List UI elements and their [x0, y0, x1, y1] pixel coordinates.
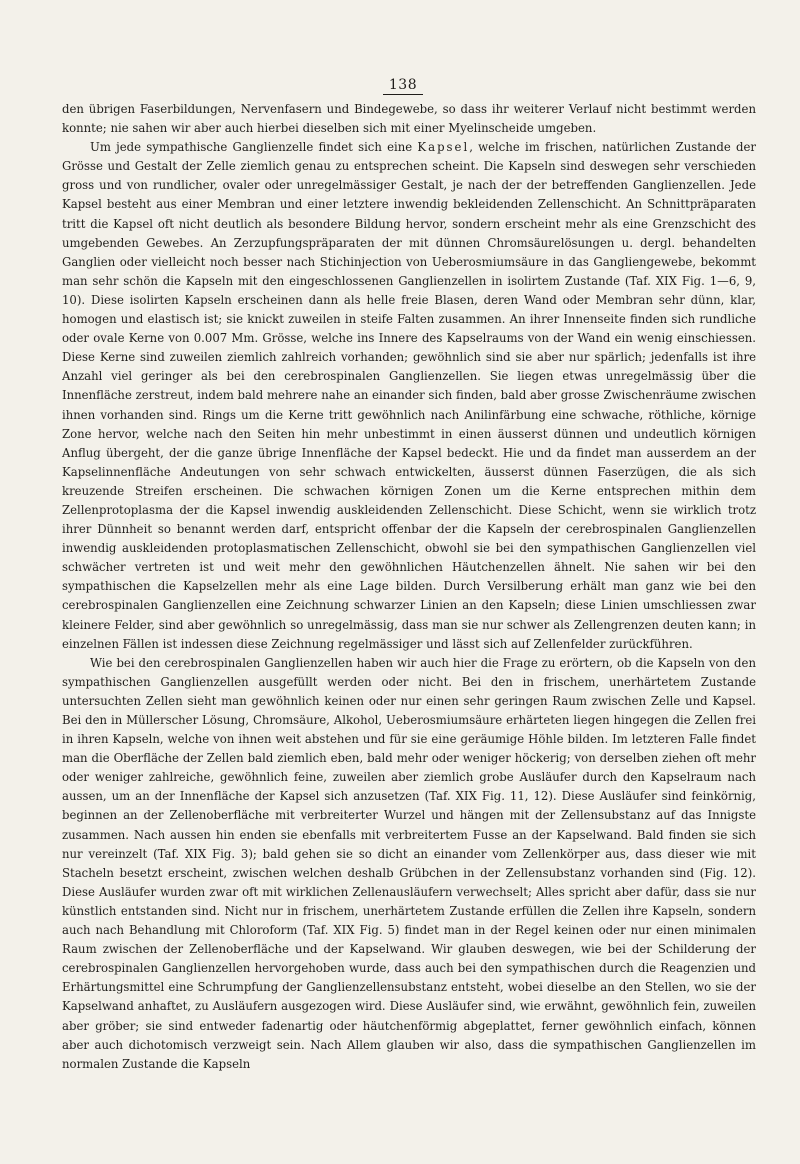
paragraph-2-start: Um jede sympathische Ganglienzelle findet sich eine — [90, 140, 418, 155]
page-number: 138 — [0, 77, 800, 95]
paragraph-3: Wie bei den cerebrospinalen Ganglienzellen haben wir auch hier die Frage zu erörtern, ob die Kapseln von den sympathischen Ganglienzellen ausgefüllt werden oder nicht. Bei den in frischem, unerhärtetem Zustande untersuchten Zellen sieht man gewöhnlich keinen oder nur einen sehr geringen Raum zwischen Zelle und Kapsel. Bei den in Müllerscher Lösung, Chromsäure, Alkohol, Ueberosmiumsäure erhärteten liegen hingegen die Zellen frei in ihren Kapseln, welche von ihnen weit abstehen und für sie eine geräumige Höhle bilden. Im letzteren Falle findet man die Oberfläche der Zellen bald ziemlich eben, bald mehr oder weniger höckerig; von derselben ziehen oft mehr oder weniger zahlreiche, gewöhnlich feine, zuweilen aber ziemlich grobe Ausläufer durch den Kapselraum nach aussen, um an der Innenfläche der Kapsel sich anzusetzen (Taf. XIX Fig. 11, 12). Diese Ausläufer sind feinkörnig, beginnen an der Zellenoberfläche mit verbreiterter Wurzel und hängen mit der Zellensubstanz auf das Innigste zusammen. Nach aussen hin enden sie ebenfalls mit verbreitertem Fusse an der Kapselwand. Bald finden sie sich nur vereinzelt (Taf. XIX Fig. 3); bald gehen sie so dicht an einander vom Zellenkörper aus, dass dieser wie mit Stacheln besetzt erscheint, zwischen welchen deshalb Grübchen in der Zellensubstanz vorhanden sind (Fig. 12). Diese Ausläufer wurden zwar oft mit wirklichen Zellenausläufern verwechselt; Alles spricht aber dafür, dass sie nur künstlich entstanden sind. Nicht nur in frischem, unerhärtetem Zustande erfüllen die Zellen ihre Kapseln, sondern auch nach Behandlung mit Chloroform (Taf. XIX Fig. 5) findet man in der Regel keinen oder nur einen minimalen Raum zwischen der Zellenoberfläche und der Kapselwand. Wir glauben deswegen, wie bei der Schilderung der cerebrospinalen Ganglienzellen hervorgehoben wurde, dass auch bei den sympathischen durch die Reagenzien und Erhärtungsmittel eine Schrumpfung der Ganglienzellensubstanz entsteht, wobei dieselbe an den Stellen, wo sie der Kapselwand anhaftet, zu Ausläufern ausgezogen wird. Diese Ausläufer sind, wie erwähnt, gewöhnlich fein, zuweilen aber gröber; sie sind entweder fadenartig oder häutchenförmig abgeplattet, ferner gewöhnlich einfach, können aber auch dichotomisch verzweigt sein. Nach Allem glauben wir also, dass die sympathischen Ganglienzellen im normalen Zustande die Kapseln — [62, 655, 756, 1071]
paragraph-1: den übrigen Faserbildungen, Nervenfasern und Bindegewebe, so dass ihr weiterer Verlauf nicht bestimmt werden konnte; nie sahen wir aber auch hierbei dieselben sich mit einer Myelinscheide umgeben. — [62, 102, 756, 136]
body-text — [62, 100, 756, 1074]
emphasis-kapsel: Kapsel — [417, 140, 470, 155]
paragraph-2 — [62, 138, 756, 654]
paragraph-2-rest: , welche im frischen, natürlichen Zustande der Grösse und Gestalt der Zelle ziemlich genau zu entsprechen scheint. Die Kapseln sind deswegen sehr verschieden gross und von rundlicher, ovaler oder unregelmässiger Gestalt, je nach der der betreffenden Ganglienzellen. Jede Kapsel besteht aus einer Membran und einer letztere inwendig bekleidenden Zellenschicht. An Schnittpräparaten tritt die Kapsel oft nicht deutlich als besondere Bildung hervor, sondern erscheint mehr als eine Grenzschicht des umgebenden Gewebes. An Zerzupfungspräparaten der mit dünnen Chromsäurelösungen u. dergl. behandelten Ganglien oder vielleicht noch besser nach Stichinjection von Ueberosmiumsäure in das Gangliengewebe, bekommt man sehr schön die Kapseln mit den eingeschlossenen Ganglienzellen in isolirtem Zustande (Taf. XIX Fig. 1—6, 9, 10). Diese isolirten Kapseln erscheinen dann als helle freie Blasen, deren Wand oder Membran sehr dünn, klar, homogen und elastisch ist; sie knickt zuweilen in steife Falten zusammen. An ihrer Innenseite finden sich rundliche oder ovale Kerne von 0.007 Mm. Grösse, welche ins Innere des Kapselraums von der Wand ein wenig einschiessen. Diese Kerne sind zuweilen ziemlich zahlreich vorhanden; gewöhnlich sind sie aber nur spärlich; jedenfalls ist ihre Anzahl viel geringer als bei den cerebrospinalen Ganglienzellen. Sie liegen etwas unregelmässig über die Innenfläche zerstreut, indem bald mehrere nahe an einander sich finden, bald aber grosse Zwischenräume zwischen ihnen vorhanden sind. Rings um die Kerne tritt gewöhnlich nach Anilinfärbung eine schwache, röthliche, körnige Zone hervor, welche nach den Seiten hin mehr unbestimmt in einen äusserst dünnen und undeutlich körnigen Anflug übergeht, der die ganze übrige Innenfläche der Kapsel bedeckt. Hie und da findet man ausserdem an der Kapselinnenfläche Andeutungen von sehr schwach entwickelten, äusserst dünnen Faserzügen, die als sich kreuzende Streifen erscheinen. Die schwachen körnigen Zonen um die Kerne entsprechen mithin dem Zellenprotoplasma der die Kapsel inwendig auskleidenden Zellenschicht. Diese Schicht, wenn sie wirklich trotz ihrer Dünnheit so benannt werden darf, entspricht offenbar der die Kapseln der cerebrospinalen Ganglienzellen inwendig auskleidenden protoplasmatischen Zellenschicht, obwohl sie bei den sympathischen Ganglienzellen viel schwächer vertreten ist und weit mehr den gewöhnlichen Häutchenzellen ähnelt. Nie sahen wir bei den sympathischen die Kapselzellen mehr als eine Lage bilden. Durch Versilberung erhält man ganz wie bei den cerebrospinalen Ganglienzellen eine Zeichnung schwarzer Linien an den Kapseln; diese Linien umschliessen zwar kleinere Felder, sind aber gewöhnlich so unregelmässig, dass man sie nur schwer als Zellengrenzen deuten kann; in einzelnen Fällen ist indessen diese Zeichnung regelmässiger und lässt sich auf Zellenfelder zurückführen. — [62, 140, 757, 651]
